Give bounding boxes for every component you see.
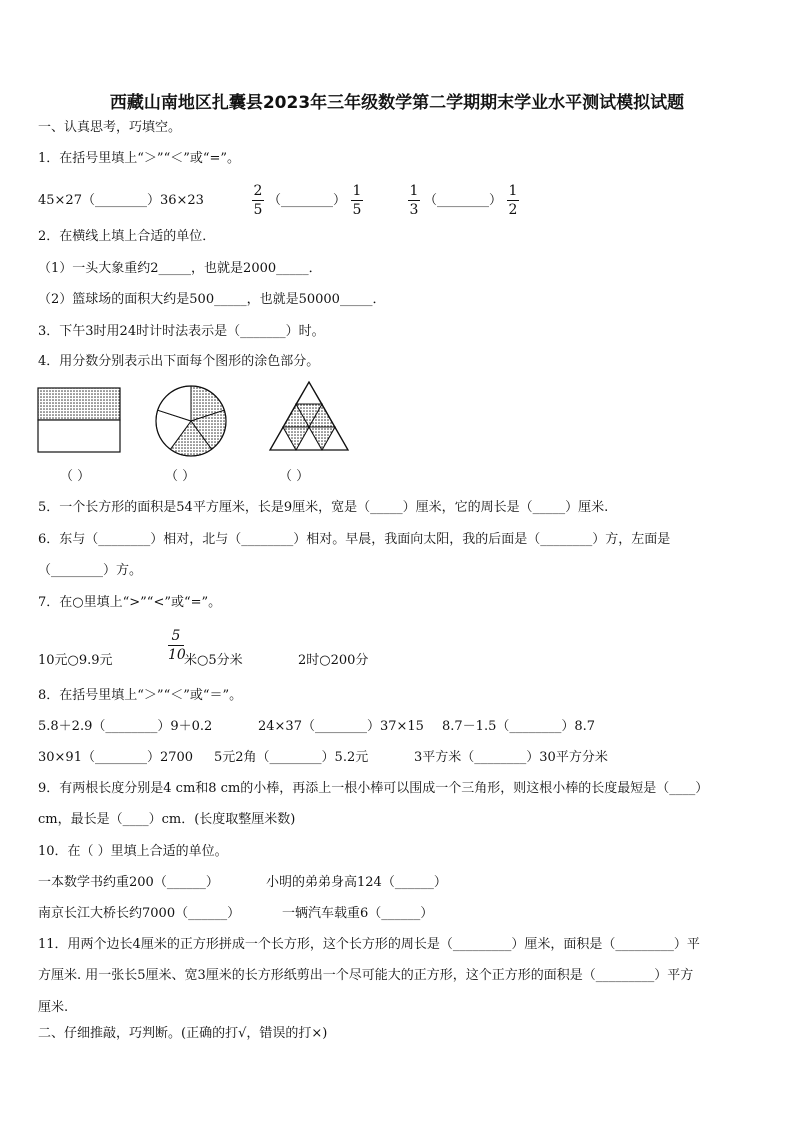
fraction-numerator: 5: [171, 628, 181, 644]
q10-item-c: 南京长江大桥长约7000（______）: [38, 906, 241, 921]
page-title: 西藏山南地区扎囊县2023年三年级数学第二学期期末学业水平测试模拟试题: [109, 93, 685, 113]
q10-item-d: 一辆汽车载重6（______）: [282, 906, 434, 921]
q1-fraction-1-2: [507, 183, 519, 218]
q8-row2-a: 30×91（________）2700: [38, 750, 194, 765]
fraction-denominator: 5: [253, 202, 263, 218]
q2-line-1: （1）一头大象重约2_____，也就是2000_____．: [38, 261, 322, 276]
fraction-denominator: 2: [508, 202, 518, 218]
q4-stem: 4．用分数分别表示出下面每个图形的涂色部分。: [38, 354, 320, 369]
q10-stem: 10．在（ ）里填上合适的单位。: [38, 844, 228, 859]
fraction-denominator: 10: [168, 647, 186, 663]
q7-item-c: 2时○200分: [298, 653, 369, 668]
q7-item-b: 米○5分米: [184, 653, 243, 668]
q1-blank-b[interactable]: （________）: [268, 193, 347, 208]
shaded-circle-figure: [154, 384, 228, 458]
q8-stem: 8．在括号里填上“＞”“＜”或“＝”。: [38, 688, 243, 703]
q6-line-1: 6．东与（________）相对，北与（________）相对。早晨，我面向太阳，我的后面是（________）方，左面是: [38, 532, 671, 547]
q11-line-1: 11．用两个边长4厘米的正方形拼成一个长方形，这个长方形的周长是（_________）厘米，面积是（_________）平: [38, 937, 700, 952]
q2-line-2: （2）篮球场的面积大约是500_____，也就是50000_____．: [38, 292, 386, 307]
q1-blank-c[interactable]: （________）: [424, 193, 503, 208]
fraction-denominator: 3: [409, 202, 419, 218]
q9-line-2: cm，最长是（____）cm．(长度取整厘米数): [38, 812, 296, 827]
q3-text: 3．下午3时用24时计时法表示是（_______）时。: [38, 324, 325, 339]
q9-line-1: 9．有两根长度分别是4 cm和8 cm的小棒，再添上一根小棒可以围成一个三角形，则这根小棒的长度最短是（____）: [38, 781, 709, 796]
q8-row1-a: 5.8＋2.9（________）9＋0.2: [38, 719, 213, 734]
section-heading-2: 二、仔细推敲，巧判断。(正确的打√，错误的打×): [38, 1026, 328, 1041]
q1-fraction-1-5: [351, 183, 363, 218]
section-heading-1: 一、认真思考，巧填空。: [38, 120, 182, 135]
q10-item-b: 小明的弟弟身高124（______）: [266, 875, 447, 890]
q1-fraction-1-3: [408, 183, 420, 218]
q8-row1-b: 24×37（________）37×15: [258, 719, 424, 734]
q1-expression-a: 45×27（________）36×23: [38, 193, 204, 208]
q6-line-2: （________）方。: [38, 563, 143, 578]
fraction-denominator: 5: [352, 202, 362, 218]
shaded-rectangle-figure: [37, 387, 121, 453]
q11-line-3: 厘米.: [38, 1000, 69, 1015]
q8-row2-c: 3平方米（________）30平方分米: [414, 750, 608, 765]
fraction-numerator: 1: [508, 183, 518, 199]
q1-fraction-2-5: [252, 183, 264, 218]
fraction-numerator: 1: [352, 183, 362, 199]
q7-stem: 7．在○里填上“>”“<”或“=”。: [38, 595, 222, 610]
q7-item-a: 10元○9.9元: [38, 653, 113, 668]
q10-item-a: 一本数学书约重200（______）: [38, 875, 219, 890]
fraction-numerator: 1: [409, 183, 419, 199]
q8-row1-c: 8.7－1.5（________）8.7: [442, 719, 596, 734]
shaded-triangle-figure: [267, 380, 351, 452]
q11-line-2: 方厘米. 用一张长5厘米、宽3厘米的长方形纸剪出一个尽可能大的正方形，这个正方形的面积是（_________）平方: [38, 968, 694, 983]
q4-answer-triangle[interactable]: （ ）: [279, 469, 310, 484]
q7-fraction-5-10: [168, 628, 184, 663]
q4-answer-rectangle[interactable]: （ ）: [60, 469, 91, 484]
fraction-numerator: 2: [253, 183, 263, 199]
q1-stem: 1．在括号里填上“＞”“＜”或“=”。: [38, 151, 241, 166]
q4-answer-circle[interactable]: （ ）: [165, 469, 196, 484]
q2-stem: 2．在横线上填上合适的单位．: [38, 229, 216, 244]
q8-row2-b: 5元2角（________）5.2元: [214, 750, 369, 765]
q5-text: 5．一个长方形的面积是54平方厘米，长是9厘米，宽是（_____）厘米，它的周长是（_____）厘米.: [38, 500, 609, 515]
